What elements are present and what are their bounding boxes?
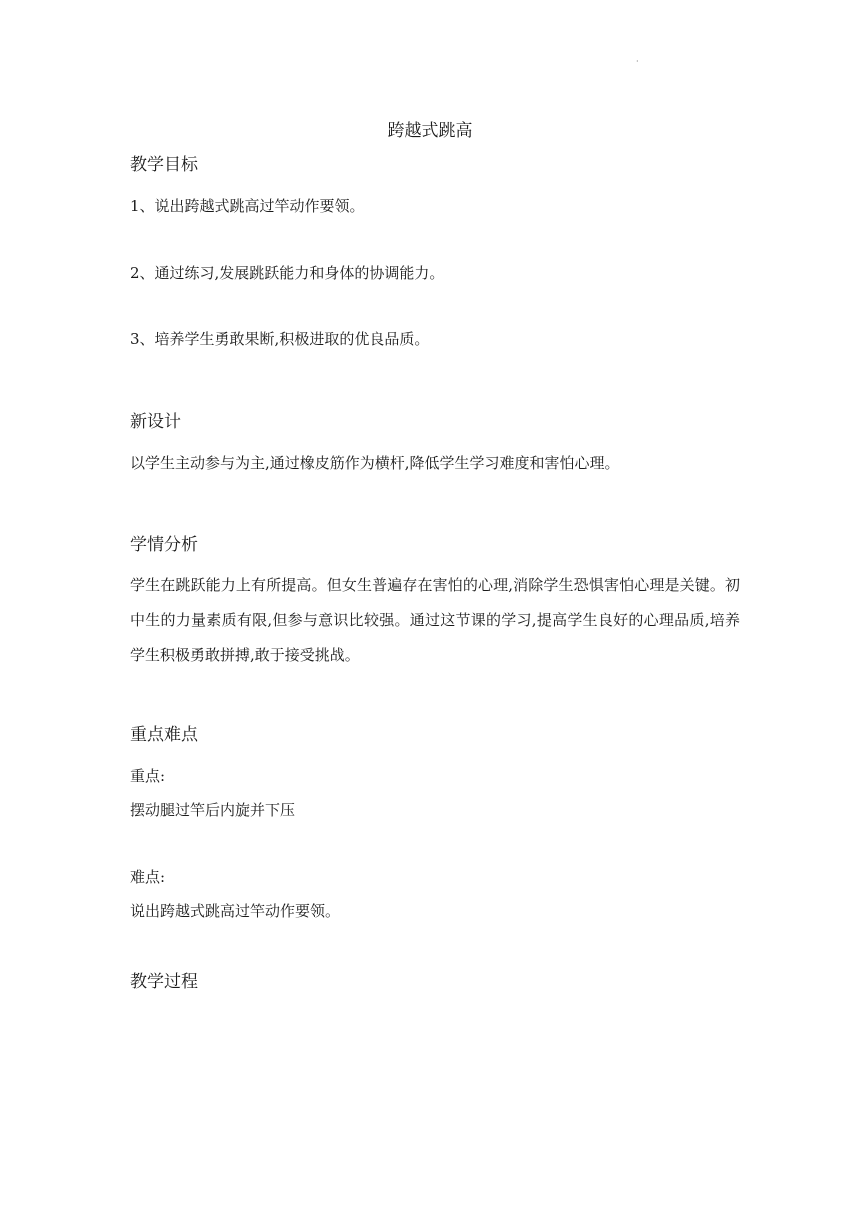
key-point-text: 摆动腿过竿后内旋并下压: [130, 801, 296, 819]
objective-item-3: 3、培养学生勇敢果断,积极进取的优良品质。: [130, 330, 430, 348]
heading-process: 教学过程: [130, 972, 198, 992]
heading-key-points: 重点难点: [130, 725, 198, 745]
heading-objectives: 教学目标: [130, 155, 198, 175]
difficulty-text: 说出跨越式跳高过竿动作要领。: [130, 902, 341, 920]
difficulty-label: 难点:: [130, 868, 166, 886]
document-title: 跨越式跳高: [387, 121, 473, 142]
key-point-label: 重点:: [130, 767, 166, 785]
design-text: 以学生主动参与为主,通过橡皮筋作为横杆,降低学生学习难度和害怕心理。: [130, 454, 620, 472]
objective-item-1: 1、说出跨越式跳高过竿动作要领。: [130, 197, 365, 215]
analysis-text: 学生在跳跃能力上有所提高。但女生普遍存在害怕的心理,消除学生恐惧害怕心理是关键。初中生的力量素质有限,但参与意识比较强。通过这节课的学习,提高学生良好的心理品质,培养学生积极勇敢拼搏,敢于接受挑战。: [130, 576, 740, 664]
page-mark: ·: [636, 57, 639, 66]
heading-design: 新设计: [130, 412, 181, 432]
objective-item-2: 2、通过练习,发展跳跃能力和身体的协调能力。: [130, 264, 445, 282]
heading-analysis: 学情分析: [130, 535, 198, 555]
